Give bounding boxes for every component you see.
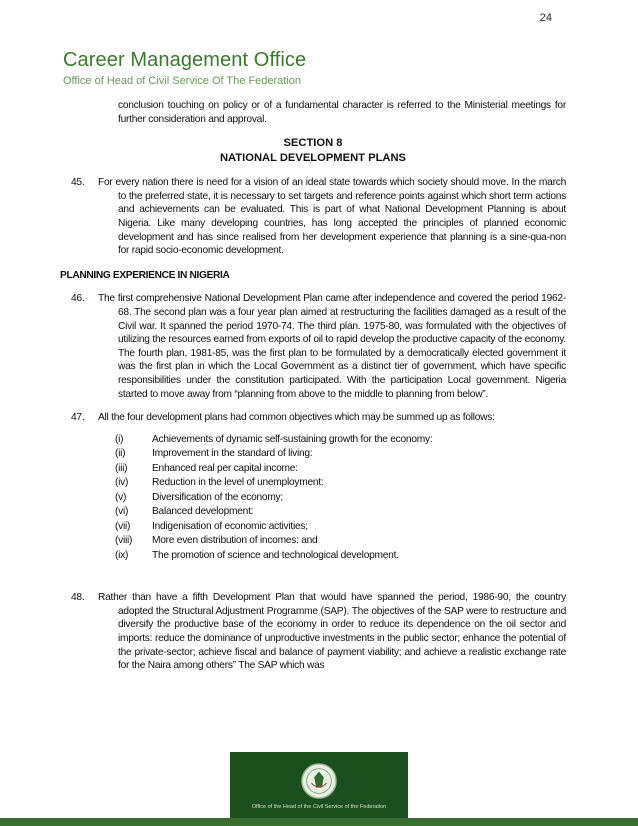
objectives-list [115,433,566,564]
list-item-number: (viii) [115,535,133,547]
list-item-number: (vi) [115,506,129,518]
list-item [115,462,566,477]
list-item [115,549,566,564]
list-item-text: More even distribution of incomes: and [152,535,318,547]
paragraph-number: 46. [71,293,85,305]
paragraph-47 [60,411,566,425]
intro-text: conclusion touching on policy or of a fundamental character is referred to the Ministerial meetings for further consideration and approval. [118,100,566,125]
document-body [60,99,566,673]
section-title: NATIONAL DEVELOPMENT PLANS [219,152,407,165]
paragraph-48 [60,591,566,673]
paragraph-text: The first comprehensive National Development Plan came after independence and covered the period 1962-68. The second plan was a four year plan aimed at restructuring the facilities damaged as a result of the Civil war. It spanned the period 1970-74. The third plan. 1975-80, was formulated with the objectives of utilizing the resources earned from exports of oil to rapid develop the productive capacity of the economy. The fourth plan, 1981-85, was the first plan to be formulated by a democratically elected government it was the first plan in which the Local Government as a distinct tier of government, which have specific responsibilities under the constitution participated. With the participation Local government. Nigeria started to move away from “planning from above to the middle to planning from below”. [98,293,566,400]
list-item-number: (ix) [115,549,129,561]
list-item-text: Enhanced real per capital income: [152,462,298,474]
list-item [115,505,566,520]
header-title: Career Management Office [63,49,307,71]
list-item [115,534,566,549]
header-subtitle: Office of Head of Civil Service Of The Federation [63,75,302,87]
list-item-text: Improvement in the standard of living: [152,448,313,460]
list-item-number: (iv) [115,477,129,489]
footer-text: Office of the Head of the Civil Service of the Federation [251,804,387,810]
list-item [115,491,566,506]
list-item [115,520,566,535]
list-item [115,476,566,491]
section-heading [60,136,566,166]
paragraph-45 [60,176,566,258]
list-item [115,433,566,448]
section-number: SECTION 8 [283,137,343,150]
list-item-text: The promotion of science and technological development. [152,549,399,561]
list-item-number: (iii) [115,462,128,474]
paragraph-text: All the four development plans had common objectives which may be summed up as follows: [98,412,495,424]
paragraph-number: 48. [71,592,85,604]
list-item-text: Indigenisation of economic activities; [152,520,308,532]
list-item-text: Balanced development: [152,506,254,518]
list-item-number: (vii) [115,520,131,532]
list-item-number: (ii) [115,448,126,460]
paragraph-number: 45. [71,177,85,189]
paragraph-46 [60,292,566,401]
list-item-number: (v) [115,491,127,503]
list-item-text: Achievements of dynamic self-sustaining growth for the economy: [152,433,433,445]
subheading: PLANNING EXPERIENCE IN NIGERIA [60,269,230,281]
paragraph-text: For every nation there is need for a vision of an ideal state towards which society should move. In the march to the preferred state, it is necessary to set targets and reference points against which short term actions and achievements can be evaluated. This is part of what National Development Planning is about Nigeria. Like many developing countries, has long accepted the principles of planned economic development and has since realised from her development experience that planning is a sine-qua-non for rapid socio-economic development. [98,177,566,257]
footer-banner [230,752,408,826]
footer-strip [0,818,638,826]
paragraph-number: 47. [71,412,85,424]
list-item [115,447,566,462]
list-item-text: Reduction in the level of unemployment: [152,477,324,489]
paragraph-text: Rather than have a fifth Development Plan that would have spanned the period, 1986-90, the country adopted the Structural Adjustment Programme (SAP). The objectives of the SAP were to restructure and diversify the productive base of the economy in order to reduce its dependence on the oil sector and imports: reduce the dominance of unproductive investments in the public sector; enhance the potential of the private-sector; achieve fiscal and balance of payment viability; and achieve a realistic exchange rate for the Naira among others” The SAP which was [98,592,566,672]
list-item-number: (i) [115,433,124,445]
page-number: 24 [539,12,552,24]
list-item-text: Diversification of the economy; [152,491,283,503]
coat-of-arms-icon [300,762,338,800]
